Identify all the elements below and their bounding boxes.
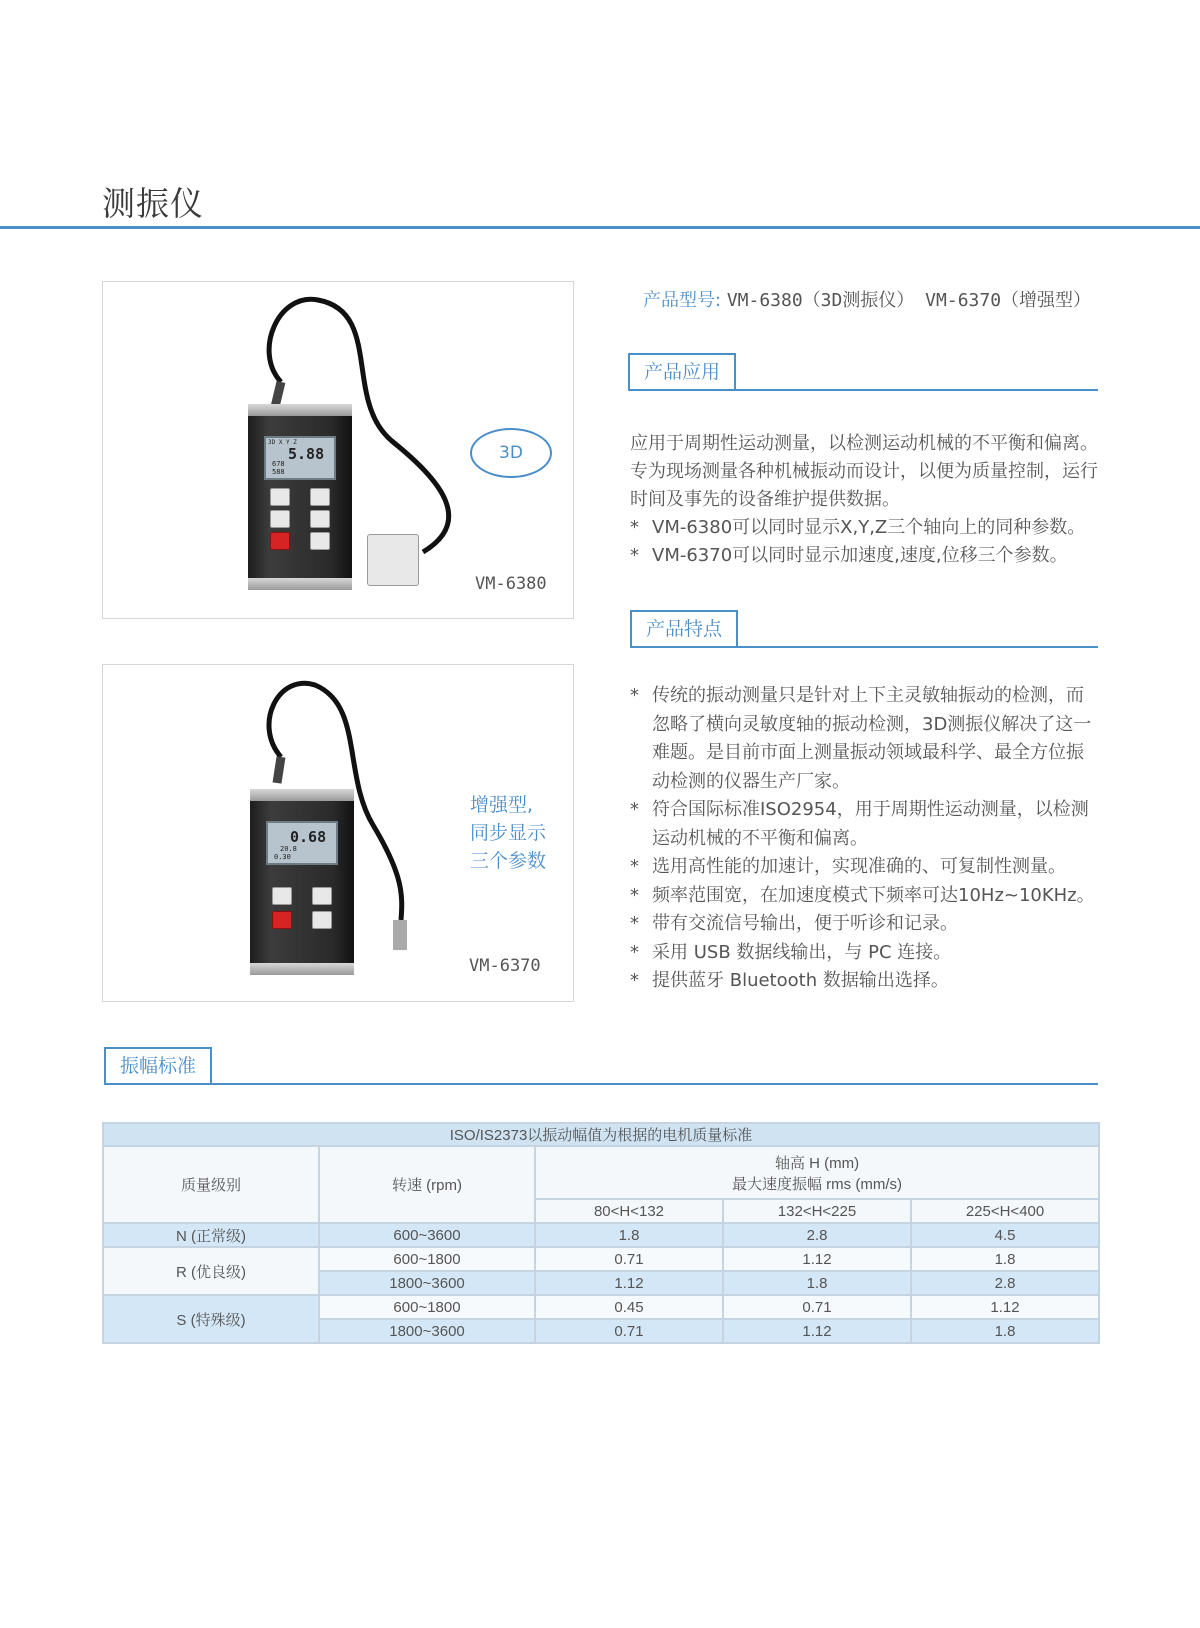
value-cell: 1.12 — [535, 1271, 723, 1295]
range-header: 80<H<132 — [535, 1199, 723, 1223]
speed-cell: 1800~3600 — [319, 1271, 535, 1295]
header-axis-height: 轴高 H (mm) — [774, 1154, 860, 1172]
xyz-key — [270, 488, 290, 506]
product-model-line — [643, 286, 1091, 312]
header-grade: 质量级别 — [103, 1146, 319, 1223]
feature-bullet: * 符合国际标准ISO2954，用于周期性运动测量，以检测运动机械的不平衡和偏离。 — [630, 796, 1100, 853]
lcd-sub1: 20.8 — [280, 845, 297, 853]
hold-key — [272, 887, 292, 905]
feature-bullet: * 带有交流信号输出，便于听诊和记录。 — [630, 910, 1100, 939]
grade-cell: S (特殊级) — [103, 1295, 319, 1343]
vel-key — [312, 911, 332, 929]
feature-bullet: * 传统的振动测量只是针对上下主灵敏轴振动的检测，而忽略了横向灵敏度轴的振动检测，3D测振仪解决了这一难题。是目前市面上测量振动领域最科学、最全方位振动检测的仪器生产厂家。 — [630, 682, 1100, 796]
section-header-application — [628, 353, 1098, 391]
unit-key — [312, 887, 332, 905]
value-cell: 0.71 — [723, 1295, 911, 1319]
vibration-standard-table — [102, 1122, 1100, 1344]
note-line: 三个参数 — [470, 850, 547, 872]
model-label-vm6370: VM-6370 — [469, 956, 541, 976]
speed-cell: 600~1800 — [319, 1247, 535, 1271]
unit-key — [310, 488, 330, 506]
lcd-sub2: 0.30 — [274, 853, 291, 861]
feature-bullet: * 提供蓝牙 Bluetooth 数据输出选择。 — [630, 967, 1100, 996]
table-row — [103, 1295, 1099, 1319]
application-bullet: * VM-6370可以同时显示加速度,速度,位移三个参数。 — [630, 542, 1100, 570]
speed-cell: 1800~3600 — [319, 1319, 535, 1343]
value-cell: 1.8 — [911, 1247, 1099, 1271]
value-cell: 1.8 — [723, 1271, 911, 1295]
value-cell: 1.8 — [911, 1319, 1099, 1343]
device-vm6370 — [250, 793, 354, 971]
note-line: 同步显示 — [470, 822, 547, 844]
power-key — [270, 532, 290, 550]
hold-key — [270, 510, 290, 528]
3d-badge: 3D — [470, 428, 552, 478]
axis-key — [310, 510, 330, 528]
application-bullet: * VM-6380可以同时显示X,Y,Z三个轴向上的同种参数。 — [630, 514, 1100, 542]
page-title: 测振仪 — [102, 184, 204, 223]
table-row — [103, 1223, 1099, 1247]
value-cell: 1.12 — [723, 1247, 911, 1271]
range-header: 225<H<400 — [911, 1199, 1099, 1223]
lcd-main: 0.68 — [290, 828, 327, 846]
value-cell: 1.12 — [723, 1319, 911, 1343]
header-axis — [535, 1146, 1099, 1199]
lcd-display — [266, 821, 338, 865]
enhanced-note — [470, 791, 570, 875]
application-paragraph: 应用于周期性运动测量，以检测运动机械的不平衡和偏离。专为现场测量各种机械振动而设计，以便为质量控制，运行时间及事先的设备维护提供数据。 — [630, 433, 1098, 510]
value-cell: 0.71 — [535, 1319, 723, 1343]
lcd-display — [264, 436, 336, 480]
value-cell: 1.8 — [535, 1223, 723, 1247]
sensor-block — [367, 534, 419, 586]
grade-cell: R (优良级) — [103, 1247, 319, 1295]
model-line-value: VM-6380（3D测振仪） VM-6370（增强型） — [726, 290, 1092, 311]
value-cell: 1.12 — [911, 1295, 1099, 1319]
header-rms: 最大速度振幅 rms (mm/s) — [732, 1175, 902, 1193]
section-header-standard — [104, 1047, 1098, 1085]
device-vm6380 — [248, 408, 352, 586]
section-title: 振幅标准 — [104, 1047, 212, 1083]
lcd-main: 5.88 — [288, 445, 325, 463]
speed-cell: 600~1800 — [319, 1295, 535, 1319]
features-list — [630, 682, 1100, 996]
model-line-key: 产品型号: — [643, 290, 722, 311]
header-speed: 转速 (rpm) — [319, 1146, 535, 1223]
value-cell: 2.8 — [723, 1223, 911, 1247]
section-header-features — [630, 610, 1098, 648]
application-text — [630, 430, 1100, 570]
lcd-sub2: 588 — [272, 468, 285, 476]
feature-bullet: * 频率范围宽，在加速度模式下频率可达10Hz~10KHz。 — [630, 882, 1100, 911]
range-header: 132<H<225 — [723, 1199, 911, 1223]
section-title: 产品特点 — [630, 610, 738, 646]
feature-bullet: * 选用高性能的加速计，实现准确的、可复制性测量。 — [630, 853, 1100, 882]
table-caption: ISO/IS2373以振动幅值为根据的电机质量标准 — [103, 1123, 1099, 1146]
power-key — [272, 911, 292, 929]
vel-key — [310, 532, 330, 550]
table-row — [103, 1247, 1099, 1271]
value-cell: 0.45 — [535, 1295, 723, 1319]
lcd-top: 3D X Y Z — [268, 439, 297, 446]
model-label-vm6380: VM-6380 — [475, 574, 547, 594]
speed-cell: 600~3600 — [319, 1223, 535, 1247]
grade-cell: N (正常级) — [103, 1223, 319, 1247]
note-line: 增强型, — [470, 794, 534, 816]
value-cell: 2.8 — [911, 1271, 1099, 1295]
title-divider — [0, 226, 1200, 229]
value-cell: 4.5 — [911, 1223, 1099, 1247]
section-title: 产品应用 — [628, 353, 736, 389]
value-cell: 0.71 — [535, 1247, 723, 1271]
feature-bullet: * 采用 USB 数据线输出，与 PC 连接。 — [630, 939, 1100, 968]
lcd-sub1: 678 — [272, 460, 285, 468]
